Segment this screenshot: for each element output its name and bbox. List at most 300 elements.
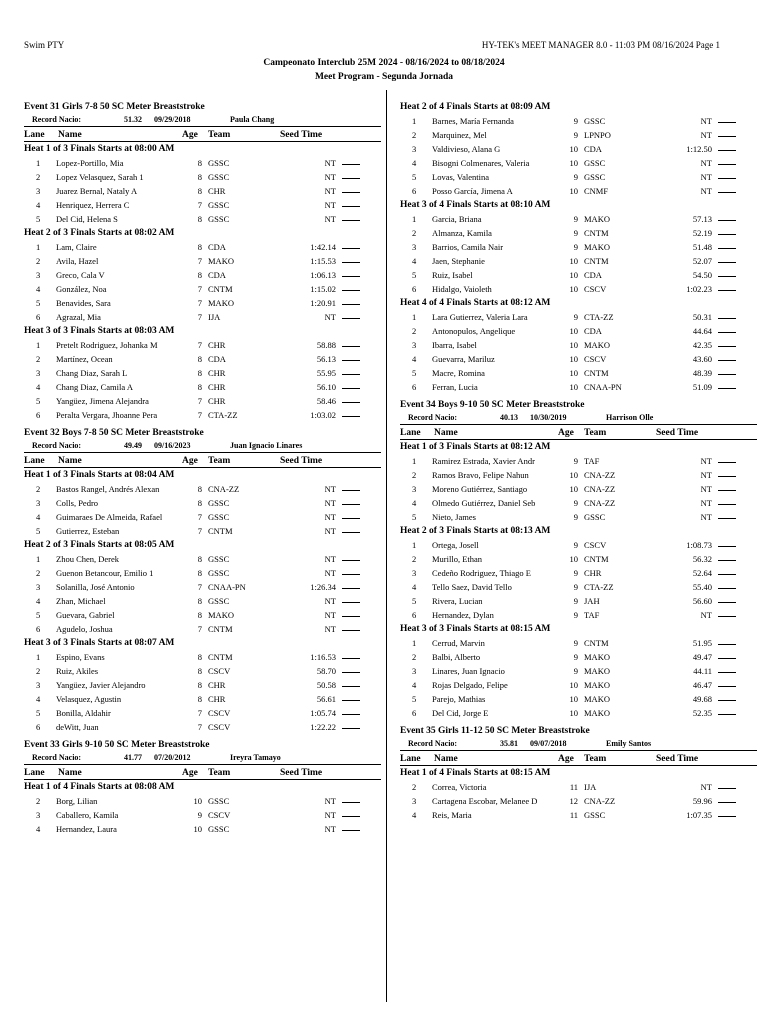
table-row [24,524,381,538]
row-seed: 1:02.23 [686,284,712,294]
row-age: 8 [197,680,202,690]
row-lane: 3 [36,186,41,196]
row-name: Pretelt Rodriguez, Johanka M [56,340,158,350]
column-header [400,751,757,766]
meet-title: Campeonato Interclub 25M 2024 - 08/16/2024 to 08/18/2024 [263,58,505,68]
result-blank-line [718,580,736,589]
table-row [24,678,381,692]
row-seed: 59.96 [692,796,712,806]
row-seed: NT [324,498,336,508]
row-seed: NT [324,312,336,322]
row-lane: 2 [36,796,41,806]
row-seed: 50.31 [692,312,712,322]
row-age: 8 [197,596,202,606]
table-row [24,692,381,706]
row-age: 7 [197,722,202,732]
result-blank-line [718,692,736,701]
row-team: MAKO [584,666,610,676]
row-seed: 55.40 [692,582,712,592]
result-blank-line [718,650,736,659]
result-blank-line [342,254,360,263]
row-seed: NT [700,610,712,620]
row-team: MAKO [584,694,610,704]
record-holder: Emily Santos [606,739,652,748]
row-lane: 4 [412,256,417,266]
row-seed: 43.60 [692,354,712,364]
row-age: 10 [569,484,578,494]
heat-title: Heat 1 of 3 Finals Starts at 08:00 AM [24,144,175,154]
result-blank-line [718,510,736,519]
table-row [24,580,381,594]
table-row [400,678,757,692]
row-team: GSSC [208,554,230,564]
row-seed: 50.58 [316,680,336,690]
row-lane: 2 [36,354,41,364]
table-row [400,310,757,324]
row-lane: 1 [36,554,41,564]
row-lane: 4 [36,284,41,294]
row-seed: NT [700,172,712,182]
row-seed: NT [700,782,712,792]
row-lane: 4 [412,354,417,364]
result-blank-line [718,608,736,617]
row-lane: 2 [412,652,417,662]
row-seed: NT [700,158,712,168]
row-age: 7 [197,410,202,420]
column-team-header: Team [584,428,607,438]
column-name-header: Name [434,428,458,438]
row-name: Bisogni Colmenares, Valeria [432,158,530,168]
row-name: Antonopulos, Angelique [432,326,516,336]
row-name: Henriquez, Herrera C [56,200,130,210]
table-row [400,706,757,720]
row-lane: 3 [36,582,41,592]
table-row [400,156,757,170]
column-header [24,127,381,142]
table-row [400,468,757,482]
row-team: GSSC [208,568,230,578]
row-age: 9 [573,638,578,648]
row-name: Ramirez Estrada, Xavier Andr [432,456,535,466]
result-blank-line [718,282,736,291]
row-team: CNTM [584,554,609,564]
table-row [400,780,757,794]
row-team: MAKO [208,256,234,266]
row-age: 7 [197,582,202,592]
row-lane: 4 [36,694,41,704]
heat-title: Heat 2 of 3 Finals Starts at 08:05 AM [24,540,175,550]
row-name: Hernandez, Dylan [432,610,494,620]
row-lane: 1 [412,214,417,224]
row-lane: 5 [412,512,417,522]
result-blank-line [718,706,736,715]
row-team: CDA [584,270,602,280]
meet-subtitle: Meet Program - Segunda Jornada [314,72,454,82]
record-date: 10/30/2019 [530,413,567,422]
row-lane: 3 [412,666,417,676]
row-name: Ruiz, Isabel [432,270,473,280]
record-label: Record Nacio: [408,739,458,748]
table-row [24,338,381,352]
row-lane: 2 [36,256,41,266]
row-name: Hernandez, Laura [56,824,117,834]
row-age: 7 [197,312,202,322]
row-age: 9 [573,214,578,224]
row-lane: 4 [412,158,417,168]
row-seed: 1:07.35 [686,810,712,820]
result-blank-line [718,366,736,375]
record-label: Record Nacio: [32,753,82,762]
result-blank-line [718,212,736,221]
table-row [400,482,757,496]
table-row [400,254,757,268]
event-title: Event 34 Boys 9-10 50 SC Meter Breaststroke [400,400,585,410]
table-row [24,552,381,566]
row-age: 7 [197,200,202,210]
row-team: CHR [584,568,602,578]
row-name: Benavides, Sara [56,298,111,308]
row-team: TAF [584,610,600,620]
row-name: Barrios, Camila Nair [432,242,504,252]
table-row [400,212,757,226]
result-blank-line [718,226,736,235]
row-lane: 5 [36,708,41,718]
row-age: 7 [197,526,202,536]
row-name: Hidalgo, Vaioleth [432,284,492,294]
row-lane: 3 [36,368,41,378]
row-lane: 6 [412,708,417,718]
row-team: CHR [208,368,226,378]
column-team-header: Team [584,754,607,764]
row-age: 8 [197,554,202,564]
column-lane-header: Lane [400,428,421,438]
row-name: Guevara, Gabriel [56,610,115,620]
row-name: Juarez Bernal, Nataly A [56,186,138,196]
event-title: Event 33 Girls 9-10 50 SC Meter Breaststroke [24,740,210,750]
table-row [24,240,381,254]
row-team: CNA-ZZ [208,484,240,494]
row-team: MAKO [584,680,610,690]
row-name: Ramos Bravo, Felipe Nahun [432,470,529,480]
result-blank-line [342,706,360,715]
row-seed: NT [324,512,336,522]
column-seed-header: Seed Time [280,130,323,140]
row-name: Martínez, Ocean [56,354,113,364]
row-team: GSSC [584,116,606,126]
result-blank-line [342,808,360,817]
row-name: Murillo, Ethan [432,554,483,564]
row-seed: NT [324,200,336,210]
row-team: CNTM [208,652,233,662]
result-blank-line [718,636,736,645]
row-name: Correa, Victoria [432,782,487,792]
row-seed: NT [700,512,712,522]
row-lane: 2 [36,568,41,578]
row-age: 10 [569,326,578,336]
table-row [400,692,757,706]
result-blank-line [718,114,736,123]
row-age: 8 [197,186,202,196]
row-name: Cartagena Escobar, Melanee D [432,796,538,806]
result-blank-line [718,170,736,179]
result-blank-line [718,324,736,333]
row-seed: 52.35 [692,708,712,718]
row-age: 10 [569,284,578,294]
row-seed: NT [700,116,712,126]
result-blank-line [718,268,736,277]
record-time: 35.81 [500,739,518,748]
row-age: 10 [569,382,578,392]
row-lane: 5 [412,172,417,182]
column-seed-header: Seed Time [280,456,323,466]
row-lane: 6 [412,284,417,294]
row-name: Lara Gutierrez, Valeria Lara [432,312,528,322]
row-seed: NT [324,526,336,536]
row-name: Bonilla, Aldahir [56,708,111,718]
row-name: Solanilla, José Antonio [56,582,135,592]
row-age: 10 [569,354,578,364]
result-blank-line [718,468,736,477]
column-seed-header: Seed Time [656,428,699,438]
row-name: Ferran, Lucia [432,382,478,392]
row-age: 10 [569,694,578,704]
result-blank-line [342,380,360,389]
row-name: Rojas Delgado, Felipe [432,680,508,690]
row-age: 7 [197,624,202,634]
table-row [400,128,757,142]
row-team: GSSC [584,158,606,168]
table-row [400,510,757,524]
row-seed: 51.48 [692,242,712,252]
row-name: Guenon Betancour, Emilio 1 [56,568,154,578]
record-label: Record Nacio: [32,115,82,124]
result-blank-line [342,212,360,221]
record-time: 40.13 [500,413,518,422]
row-lane: 4 [412,582,417,592]
row-seed: 56.32 [692,554,712,564]
result-blank-line [342,198,360,207]
column-lane-header: Lane [24,130,45,140]
column-name-header: Name [58,768,82,778]
row-lane: 6 [36,410,41,420]
row-name: Del Cid, Helena S [56,214,118,224]
table-row [24,212,381,226]
row-age: 9 [573,172,578,182]
row-age: 10 [569,256,578,266]
row-age: 8 [197,242,202,252]
row-lane: 2 [36,666,41,676]
row-name: Jaen, Stephanie [432,256,485,266]
result-blank-line [718,780,736,789]
row-seed: NT [700,470,712,480]
table-row [24,296,381,310]
row-name: Velasquez, Agustin [56,694,122,704]
row-name: Olmedo Gutiérrez, Daniel Seb [432,498,536,508]
row-name: Borg, Lilian [56,796,98,806]
result-blank-line [718,794,736,803]
record-holder: Paula Chang [230,115,275,124]
result-blank-line [342,622,360,631]
row-team: CNA-ZZ [584,498,616,508]
record-holder: Juan Ignacio Linares [230,441,303,450]
row-team: CNA-ZZ [584,484,616,494]
row-team: CNA-ZZ [584,470,616,480]
row-name: Reis, Maria [432,810,472,820]
result-blank-line [718,352,736,361]
table-row [24,170,381,184]
row-lane: 6 [36,722,41,732]
row-age: 7 [197,284,202,294]
table-row [24,184,381,198]
record-line [24,114,381,127]
row-seed: 49.68 [692,694,712,704]
row-name: Caballero, Kamila [56,810,119,820]
row-seed: NT [324,568,336,578]
row-seed: NT [324,824,336,834]
row-seed: NT [324,172,336,182]
row-lane: 2 [412,554,417,564]
row-age: 8 [197,270,202,280]
column-team-header: Team [208,130,231,140]
row-team: MAKO [208,298,234,308]
row-age: 10 [569,708,578,718]
row-seed: NT [324,596,336,606]
result-blank-line [718,240,736,249]
record-label: Record Nacio: [408,413,458,422]
row-team: CTA-ZZ [208,410,238,420]
row-name: Bastos Rangel, Andrés Alexan [56,484,160,494]
result-blank-line [718,566,736,575]
row-age: 9 [573,568,578,578]
row-seed: NT [700,456,712,466]
column-seed-header: Seed Time [280,768,323,778]
result-blank-line [342,366,360,375]
row-age: 9 [573,242,578,252]
row-lane: 5 [412,596,417,606]
row-lane: 3 [36,498,41,508]
row-seed: 55.95 [316,368,336,378]
result-blank-line [342,240,360,249]
result-blank-line [718,142,736,151]
row-seed: NT [324,484,336,494]
result-blank-line [718,128,736,137]
table-row [400,454,757,468]
result-blank-line [342,482,360,491]
row-seed: 1:12.50 [686,144,712,154]
row-team: MAKO [584,340,610,350]
row-lane: 1 [412,312,417,322]
row-seed: NT [324,796,336,806]
result-blank-line [342,650,360,659]
left-column [24,100,381,836]
row-age: 9 [573,666,578,676]
row-age: 8 [197,158,202,168]
event-title: Event 32 Boys 7-8 50 SC Meter Breaststroke [24,428,204,438]
row-lane: 2 [412,228,417,238]
row-lane: 1 [36,652,41,662]
row-team: CHR [208,382,226,392]
row-seed: 46.47 [692,680,712,690]
row-seed: NT [324,186,336,196]
record-time: 51.32 [124,115,142,124]
column-lane-header: Lane [24,768,45,778]
column-age-header: Age [182,456,198,466]
row-age: 9 [573,512,578,522]
row-age: 8 [197,694,202,704]
row-seed: 1:15.53 [310,256,336,266]
table-row [400,636,757,650]
table-row [400,538,757,552]
table-row [24,282,381,296]
result-blank-line [718,538,736,547]
row-age: 8 [197,610,202,620]
result-blank-line [342,184,360,193]
row-name: Peralta Vergara, Jhoanne Pera [56,410,158,420]
table-row [24,310,381,324]
row-lane: 2 [412,130,417,140]
table-row [400,608,757,622]
row-lane: 4 [36,200,41,210]
result-blank-line [342,156,360,165]
row-team: CTA-ZZ [584,312,614,322]
row-age: 8 [197,666,202,676]
row-team: CNMF [584,186,609,196]
record-time: 41.77 [124,753,142,762]
result-blank-line [342,282,360,291]
result-blank-line [342,692,360,701]
row-age: 8 [197,214,202,224]
meet-title-block [0,56,768,84]
row-age: 9 [573,498,578,508]
table-row [24,366,381,380]
record-line [24,752,381,765]
record-date: 09/16/2023 [154,441,191,450]
row-age: 7 [197,256,202,266]
row-lane: 5 [36,396,41,406]
event-title: Event 35 Girls 11-12 50 SC Meter Breaststroke [400,726,590,736]
row-age: 11 [569,782,578,792]
row-team: CNTM [584,256,609,266]
table-row [400,338,757,352]
result-blank-line [718,156,736,165]
row-name: Yangüez, Jimena Alejandra [56,396,149,406]
table-row [400,226,757,240]
table-row [400,380,757,394]
row-lane: 4 [36,824,41,834]
row-name: Rivera, Lucian [432,596,483,606]
row-name: Gutierrez, Esteban [56,526,120,536]
row-name: Greco, Cala V [56,270,105,280]
row-team: LPNPO [584,130,611,140]
row-age: 10 [193,824,202,834]
row-team: GSSC [208,596,230,606]
table-row [400,594,757,608]
row-team: CNTM [584,228,609,238]
result-blank-line [342,496,360,505]
row-team: IJA [584,782,597,792]
column-age-header: Age [558,754,574,764]
table-row [400,808,757,822]
table-row [400,566,757,580]
table-row [400,580,757,594]
table-row [24,808,381,822]
row-seed: NT [324,214,336,224]
row-team: CSCV [208,810,231,820]
row-name: Yangüez, Javier Alejandro [56,680,146,690]
row-age: 10 [569,554,578,564]
row-age: 8 [197,498,202,508]
row-age: 9 [573,610,578,620]
